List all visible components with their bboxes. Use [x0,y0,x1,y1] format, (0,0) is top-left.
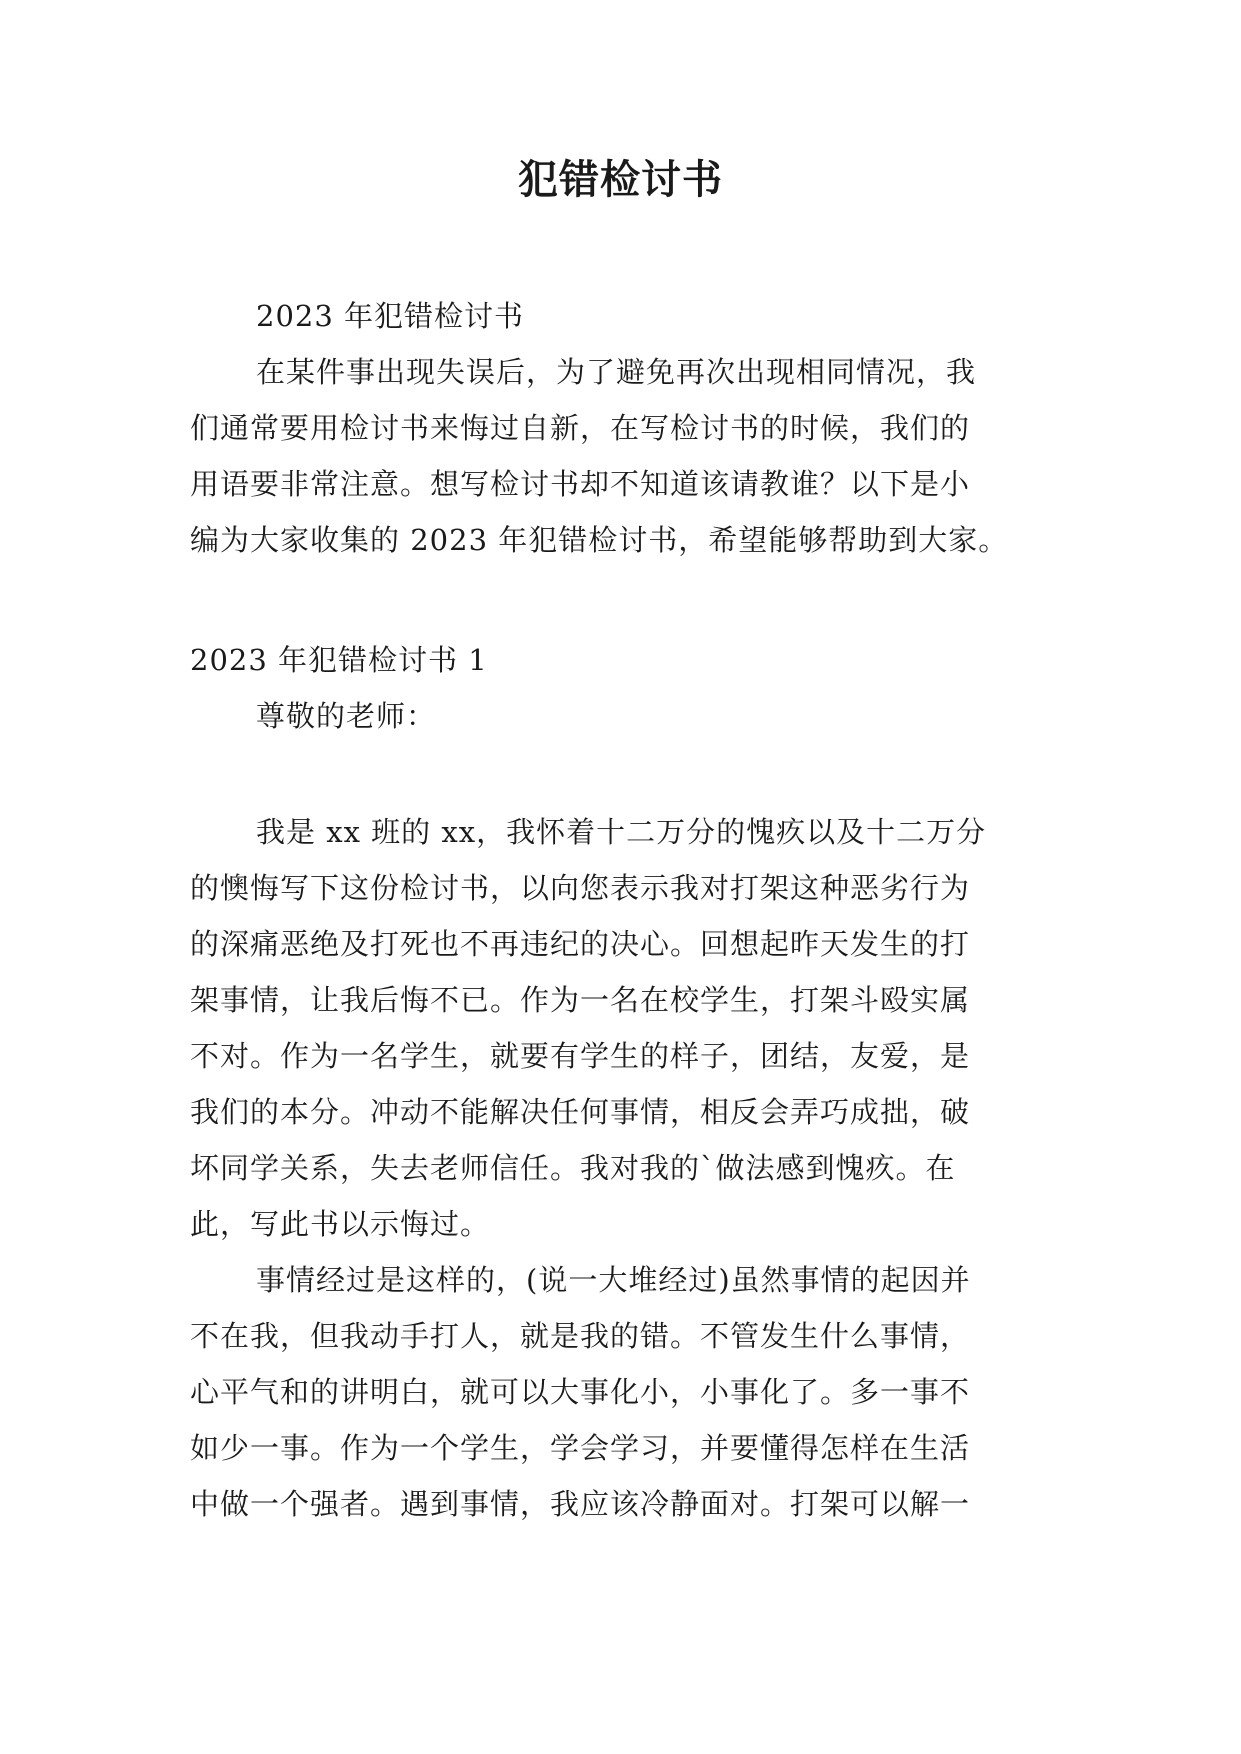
intro-heading: 2023 年犯错检讨书 [256,299,525,333]
document-title: 犯错检讨书 [518,157,723,203]
body-line: 我是 xx 班的 xx，我怀着十二万分的愧疚以及十二万分 [256,815,987,849]
salutation: 尊敬的老师： [256,699,437,733]
body-line: 用语要非常注意。想写检讨书却不知道该请教谁？以下是小 [190,467,971,501]
body-line: 的懊悔写下这份检讨书，以向您表示我对打架这种恶劣行为 [190,871,971,905]
body-line: 在某件事出现失误后，为了避免再次出现相同情况，我 [256,355,977,389]
body-line: 不在我，但我动手打人，就是我的错。不管发生什么事情， [190,1319,971,1353]
section-heading: 2023 年犯错检讨书 1 [190,643,488,677]
body-line: 中做一个强者。遇到事情，我应该冷静面对。打架可以解一 [190,1487,971,1521]
body-line: 编为大家收集的 2023 年犯错检讨书，希望能够帮助到大家。 [190,523,1009,557]
body-line: 们通常要用检讨书来悔过自新，在写检讨书的时候，我们的 [190,411,971,445]
body-line: 此，写此书以示悔过。 [190,1207,491,1241]
body-line: 的深痛恶绝及打死也不再违纪的决心。回想起昨天发生的打 [190,927,971,961]
body-line: 不对。作为一名学生，就要有学生的样子，团结，友爱，是 [190,1039,971,1073]
body-line: 架事情，让我后悔不已。作为一名在校学生，打架斗殴实属 [190,983,971,1017]
body-line: 心平气和的讲明白，就可以大事化小，小事化了。多一事不 [190,1375,971,1409]
body-line: 我们的本分。冲动不能解决任何事情，相反会弄巧成拙，破 [190,1095,971,1129]
body-line: 如少一事。作为一个学生，学会学习，并要懂得怎样在生活 [190,1431,971,1465]
body-line: 事情经过是这样的，(说一大堆经过)虽然事情的起因并 [256,1263,971,1297]
body-line: 坏同学关系，失去老师信任。我对我的`做法感到愧疚。在 [190,1151,956,1185]
